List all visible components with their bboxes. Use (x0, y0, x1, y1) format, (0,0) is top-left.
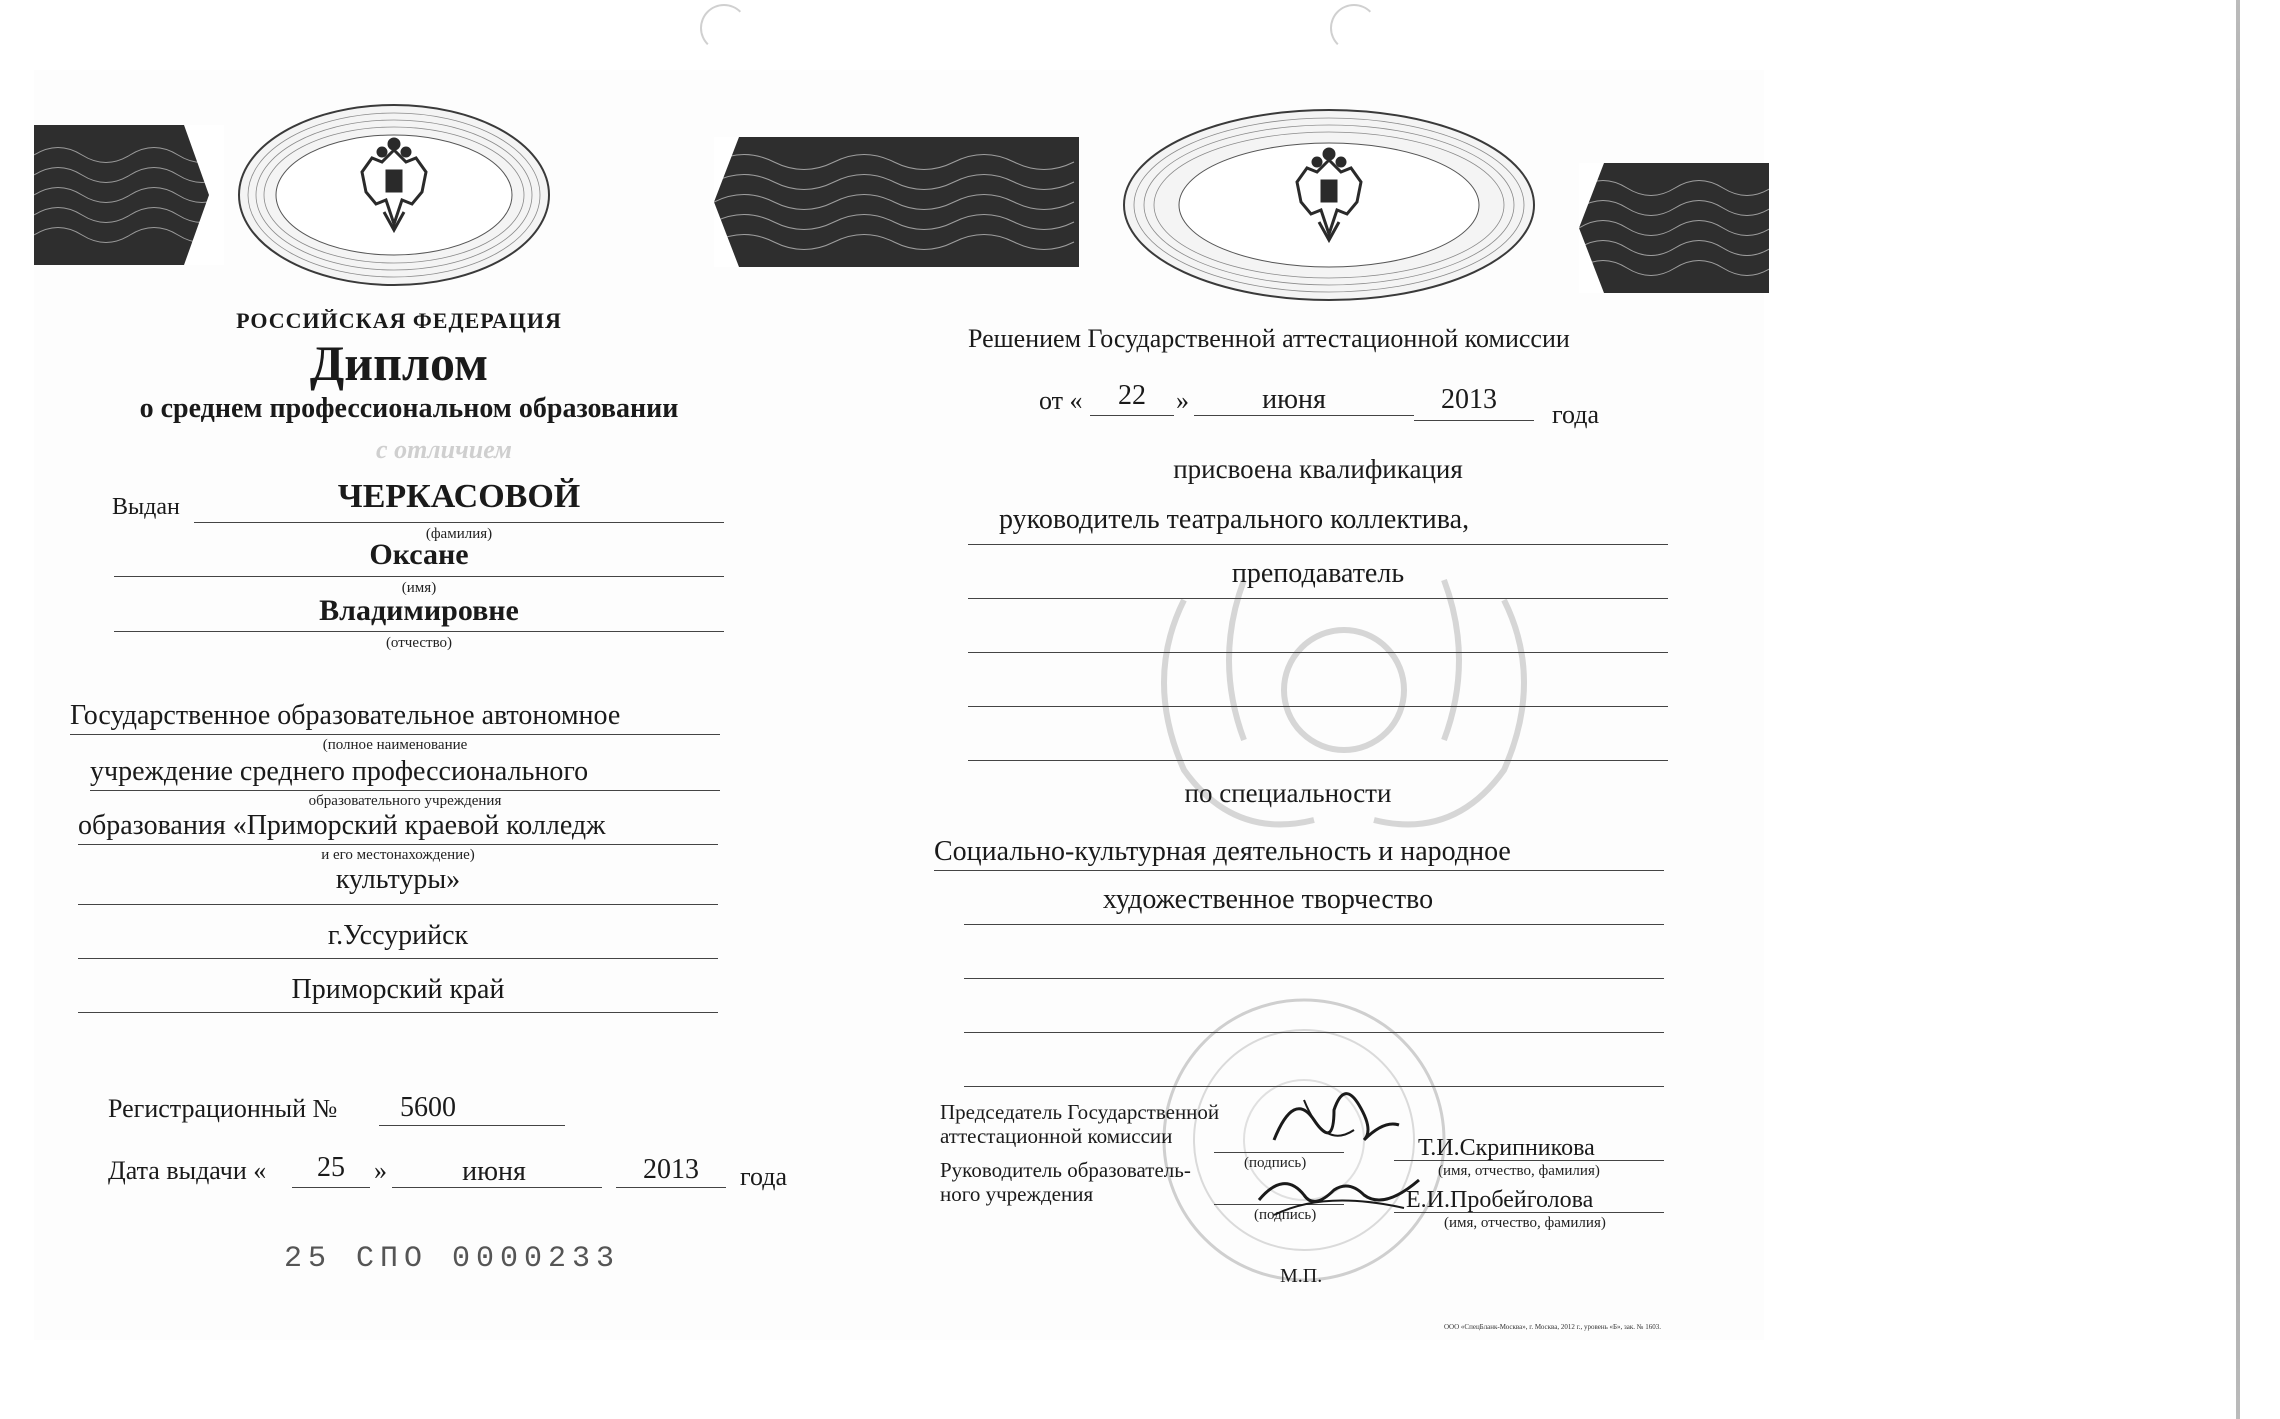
decision-date-suffix: года (1552, 400, 1600, 429)
institution-rule-3 (78, 844, 718, 845)
stamp-place-label: М.П. (1280, 1265, 1323, 1287)
specialty-line-1: Социально-культурная деятельность и народное (934, 836, 1511, 867)
decision-date-month: июня (1262, 384, 1326, 415)
holder-name: Оксане (369, 538, 469, 571)
institution-rule-1 (70, 734, 720, 735)
qualification-line-2: преподаватель (1231, 558, 1405, 589)
decision-date-day: 22 (1118, 380, 1146, 411)
chairman-signature-caption: (подпись) (1244, 1155, 1307, 1171)
printer-note: ООО «СпецБланк-Москва», г. Москва, 2012 г., уровень «Б», зак. № 1603. (1444, 1323, 1661, 1331)
patronymic-caption: (отчество) (385, 635, 453, 651)
qualification-label: присвоена квалификация (1173, 454, 1463, 484)
head-name-caption: (имя, отчество, фамилия) (1444, 1215, 1606, 1231)
chairman-name-caption: (имя, отчество, фамилия) (1438, 1163, 1600, 1179)
document-title: Диплом (309, 335, 489, 391)
specialty-rule-4 (964, 1032, 1664, 1033)
institution-line-4: культуры» (335, 864, 461, 895)
diploma-serial-number: 25 СПО 0000233 (284, 1242, 621, 1276)
emblem-oval-left (234, 100, 554, 290)
institution-rule-5 (78, 958, 718, 959)
head-signature-caption: (подпись) (1254, 1207, 1317, 1223)
emblem-oval-right (1119, 105, 1539, 305)
issue-month-rule (392, 1187, 602, 1188)
issue-date-label: Дата выдачи « (108, 1156, 267, 1185)
chairman-label-line-1: Председатель Государственной (940, 1100, 1220, 1124)
institution-line-3: образования «Приморский краевой колледж (78, 810, 606, 841)
holder-surname: ЧЕРКАСОВОЙ (337, 478, 581, 515)
institution-caption-2: образовательного учреждения (308, 793, 502, 809)
country-name: РОССИЙСКАЯ ФЕДЕРАЦИЯ (236, 308, 562, 333)
specialty-label: по специальности (1184, 778, 1392, 808)
scan-edge (2236, 0, 2240, 1419)
institution-rule-4 (78, 904, 718, 905)
specialty-rule-1 (934, 870, 1664, 871)
registration-number: 5600 (400, 1092, 456, 1123)
issue-date-day: 25 (317, 1152, 345, 1183)
registration-rule (379, 1125, 565, 1126)
head-name: Е.И.Пробейголова (1406, 1187, 1594, 1213)
chairman-signature (1264, 1070, 1404, 1160)
head-name-rule (1394, 1212, 1664, 1213)
registration-label: Регистрационный № (108, 1094, 338, 1123)
qualification-rule-5 (968, 760, 1668, 761)
qualification-rule-4 (968, 706, 1668, 707)
decision-year-rule (1414, 420, 1534, 421)
institution-line-1: Государственное образовательное автономное (70, 700, 621, 731)
issue-date-year: 2013 (643, 1154, 699, 1185)
honors-mark: с отличием (376, 435, 512, 464)
head-label-line-1: Руководитель образователь- (940, 1158, 1191, 1182)
specialty-rule-2 (964, 924, 1664, 925)
chairman-name-rule (1394, 1160, 1664, 1161)
name-caption: (имя) (401, 580, 437, 596)
guilloche-band-left-1 (34, 125, 224, 265)
chairman-name: Т.И.Скрипникова (1418, 1135, 1595, 1161)
surname-line (194, 522, 724, 523)
qualification-rule-2 (968, 598, 1668, 599)
guilloche-band-middle (714, 132, 1079, 272)
holder-patronymic: Владимировне (319, 594, 519, 627)
document-subtitle: о среднем профессиональном образовании (139, 393, 679, 424)
issue-year-rule (616, 1187, 726, 1188)
institution-caption-3: и его местонахождение) (321, 847, 475, 863)
issue-day-rule (292, 1187, 370, 1188)
decision-month-rule (1194, 415, 1414, 416)
guilloche-band-right (1579, 158, 1769, 298)
institution-city: г.Уссурийск (327, 920, 469, 951)
issue-date-suffix: года (740, 1162, 788, 1191)
institution-rule-6 (78, 1012, 718, 1013)
issue-date-month: июня (462, 1156, 526, 1187)
institution-rule-2 (90, 790, 720, 791)
decision-text: Решением Государственной аттестационной комиссии (968, 324, 1570, 353)
institution-line-2: учреждение среднего профессионального (90, 756, 589, 787)
specialty-rule-3 (964, 978, 1664, 979)
decision-date-quote: » (1176, 386, 1189, 415)
decision-day-rule (1090, 415, 1174, 416)
issued-to-label: Выдан (112, 494, 180, 520)
diploma-document (34, 70, 1764, 1340)
qualification-rule-3 (968, 652, 1668, 653)
head-signature (1254, 1160, 1424, 1230)
institution-region: Приморский край (291, 974, 505, 1005)
decision-date-prefix: от « (1039, 386, 1083, 415)
patronymic-line (114, 631, 724, 632)
punch-hole-left (700, 4, 748, 52)
surname-caption: (фамилия) (425, 526, 493, 542)
punch-hole-right (1330, 4, 1378, 52)
qualification-rule-1 (968, 544, 1668, 545)
qualification-line-1: руководитель театрального коллектива, (999, 504, 1470, 535)
decision-date-year: 2013 (1441, 384, 1497, 415)
institution-caption-1: (полное наименование (322, 737, 468, 753)
head-label-line-2: ного учреждения (940, 1182, 1094, 1206)
specialty-line-2: художественное творчество (1102, 884, 1434, 915)
chairman-label-line-2: аттестационной комиссии (940, 1124, 1173, 1148)
name-line (114, 576, 724, 577)
issue-date-quote: » (374, 1156, 387, 1185)
